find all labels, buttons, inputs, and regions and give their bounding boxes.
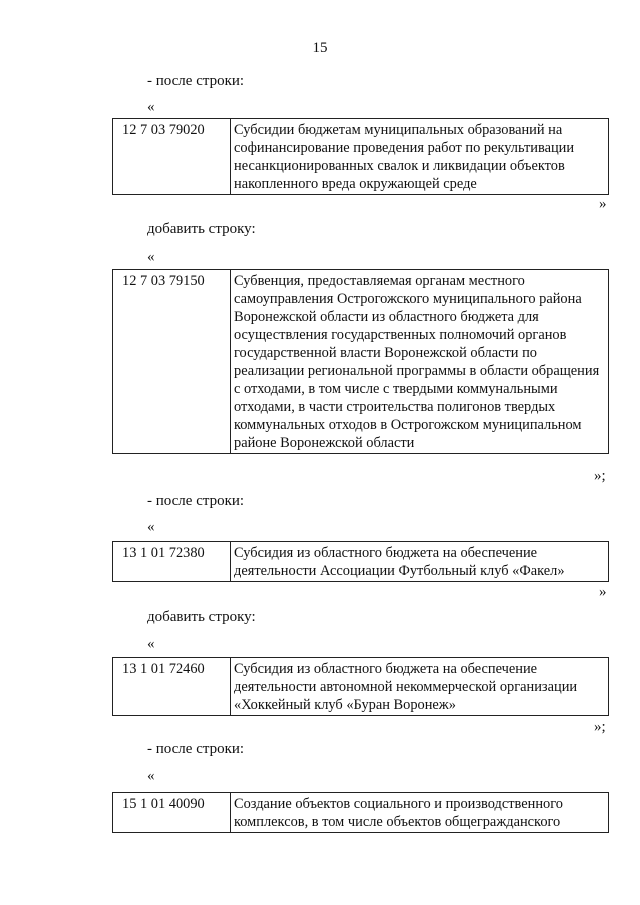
closing-quote: »: [599, 196, 607, 212]
instruction-label: - после строки:: [147, 741, 245, 757]
budget-description: Создание объектов социального и производственного комплексов, в том числе объектов общегражданского: [231, 793, 609, 833]
budget-description: Субсидия из областного бюджета на обеспечение деятельности автономной некоммерческой организации «Хоккейный клуб «Буран Воронеж»: [231, 658, 609, 716]
budget-code: 13 1 01 72460: [113, 658, 231, 716]
budget-code: 12 7 03 79020: [113, 119, 231, 195]
budget-description: Субсидия из областного бюджета на обеспечение деятельности Ассоциации Футбольный клуб «Факел»: [231, 542, 609, 582]
closing-quote: »;: [594, 719, 606, 735]
instruction-label: добавить строку:: [147, 609, 256, 625]
budget-description: Субсидии бюджетам муниципальных образований на софинансирование проведения работ по рекультивации несанкционированных свалок и ликвидации объектов накопленного вреда окружающей среде: [231, 119, 609, 195]
budget-description: Субвенция, предоставляемая органам местного самоуправления Острогожского муниципального района Воронежской области из областного бюджета для осуществления государственных полномочий органов государственной власти Воронежской области по реализации региональной программы в области обращения с отходами, в том числе с твердыми коммунальными отходами, в части строительства полигонов твердых коммунальных отходов в Острогожском муниципальном районе Воронежской области: [231, 270, 609, 454]
closing-quote: »;: [594, 468, 606, 484]
budget-code: 15 1 01 40090: [113, 793, 231, 833]
entry-table: [112, 657, 609, 716]
instruction-label: - после строки:: [147, 73, 245, 89]
entry-table: [112, 541, 609, 582]
page-number: 15: [312, 40, 328, 56]
opening-quote: «: [147, 768, 155, 784]
budget-code: 13 1 01 72380: [113, 542, 231, 582]
instruction-label: добавить строку:: [147, 221, 256, 237]
table-row: [113, 542, 609, 582]
table-row: [113, 793, 609, 833]
table-row: [113, 658, 609, 716]
opening-quote: «: [147, 519, 155, 535]
entry-table: [112, 792, 609, 833]
entry-table: [112, 269, 609, 454]
table-row: [113, 119, 609, 195]
closing-quote: »: [599, 584, 607, 600]
opening-quote: «: [147, 249, 155, 265]
instruction-label: - после строки:: [147, 493, 245, 509]
opening-quote: «: [147, 99, 155, 115]
opening-quote: «: [147, 636, 155, 652]
table-row: [113, 270, 609, 454]
entry-table: [112, 118, 609, 195]
budget-code: 12 7 03 79150: [113, 270, 231, 454]
